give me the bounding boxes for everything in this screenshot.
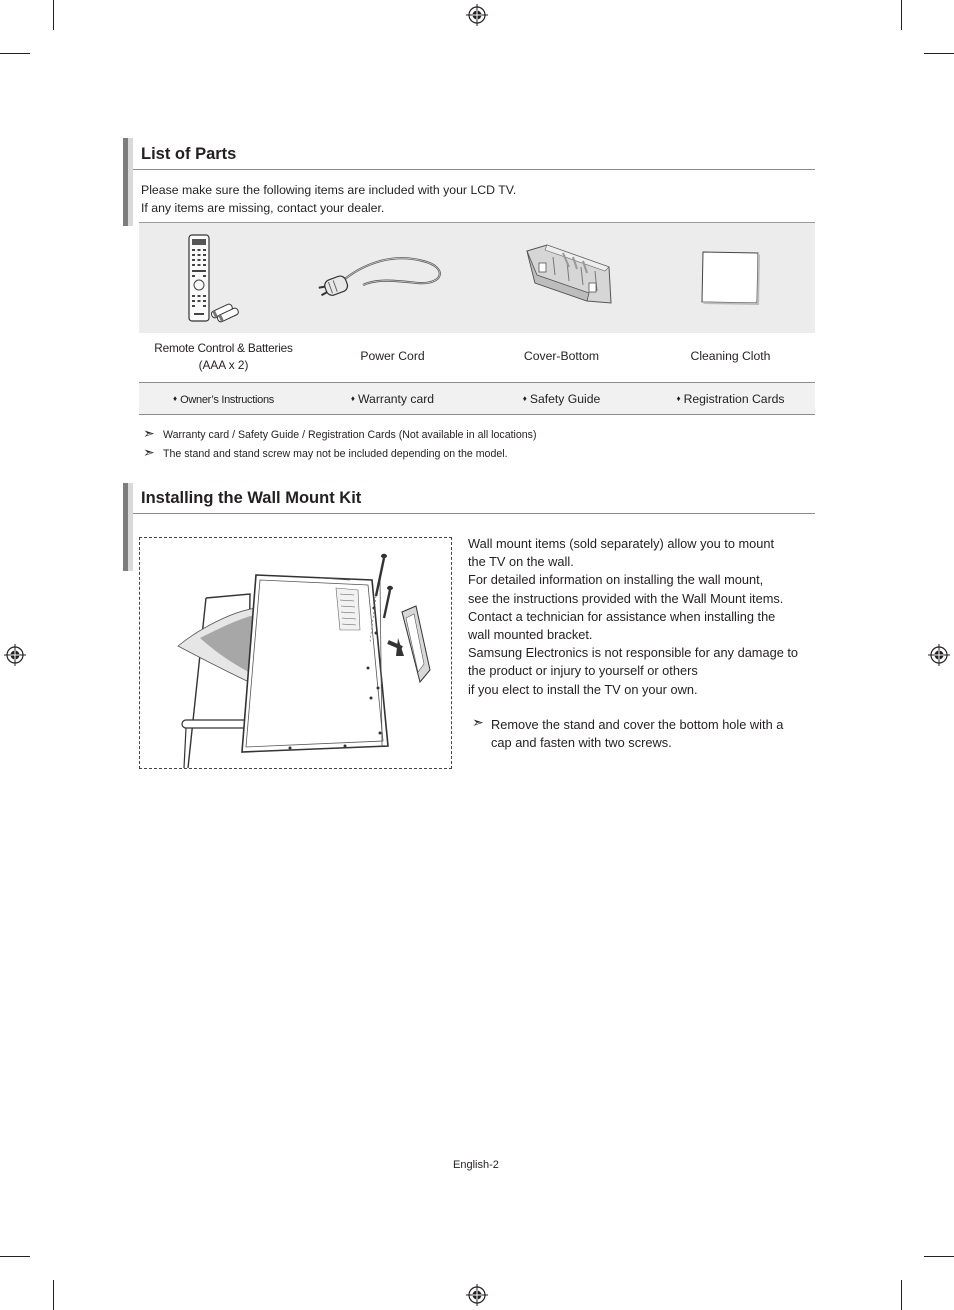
diamond-bullet-icon: ♦ — [350, 394, 355, 403]
accessory-label: Registration Cards — [683, 392, 785, 406]
cover-bottom-icon — [477, 223, 646, 333]
accessory-label: Safety Guide — [529, 392, 601, 406]
description-line: Samsung Electronics is not responsible for any damage to — [468, 645, 799, 661]
section-bar — [121, 138, 133, 226]
cover-bottom-cell — [477, 223, 646, 333]
registration-mark-icon — [466, 1284, 488, 1306]
crop-mark — [901, 1280, 902, 1310]
remote-control-icon — [139, 223, 308, 333]
registration-mark-icon — [4, 644, 26, 666]
crop-mark — [53, 1280, 54, 1310]
note-text: The stand and stand screw may not be included depending on the model. — [163, 448, 508, 460]
description-line: Wall mount items (sold separately) allow you to mount — [468, 536, 775, 551]
parts-intro — [141, 181, 516, 217]
accessory-label: Owner’s Instructions — [180, 394, 274, 406]
crop-mark — [901, 0, 902, 30]
accessory-item — [308, 383, 477, 414]
wall-note — [491, 716, 821, 752]
wall-section-title: Installing the Wall Mount Kit — [141, 489, 362, 507]
accessories-row — [139, 382, 815, 415]
cleaning-cloth-cell — [646, 223, 815, 333]
note-arrow-icon: ➣ — [143, 425, 155, 441]
crop-mark — [53, 0, 54, 30]
remote-control-cell — [139, 223, 308, 333]
description-line: the TV on the wall. — [468, 554, 574, 570]
section-bar — [121, 483, 133, 571]
diamond-bullet-icon: ♦ — [522, 394, 527, 403]
wall-note-line: cap and fasten with two screws. — [491, 735, 672, 751]
description-line: For detailed information on installing the wall mount, — [468, 572, 764, 588]
part-label — [139, 340, 308, 374]
part-label: Power Cord — [360, 349, 425, 363]
diamond-bullet-icon: ♦ — [173, 394, 178, 403]
note-arrow-icon: ➣ — [143, 444, 155, 460]
section-divider — [133, 513, 815, 514]
wall-mount-description — [468, 535, 818, 699]
part-label-line: Remote Control & Batteries — [154, 341, 293, 355]
wall-mount-diagram-icon — [140, 538, 451, 768]
crop-mark — [924, 53, 954, 54]
part-label-line: (AAA x 2) — [198, 358, 249, 372]
parts-image-strip — [139, 222, 815, 333]
crop-mark — [0, 53, 30, 54]
description-line: if you elect to install the TV on your own. — [468, 681, 698, 697]
description-line: Contact a technician for assistance when installing the — [468, 608, 776, 624]
page-number: English-2 — [453, 1159, 499, 1171]
registration-mark-icon — [928, 644, 950, 666]
accessory-label: Warranty card — [358, 392, 435, 406]
note-text: Warranty card / Safety Guide / Registration Cards (Not available in all locations) — [163, 429, 537, 441]
cleaning-cloth-icon — [646, 223, 815, 333]
diamond-bullet-icon: ♦ — [676, 394, 681, 403]
power-cord-icon — [308, 223, 477, 333]
parts-intro-line: Please make sure the following items are included with your LCD TV. — [141, 183, 517, 197]
section-divider — [133, 169, 815, 170]
note-arrow-icon: ➣ — [472, 714, 484, 730]
accessory-item — [139, 383, 308, 414]
wall-mount-illustration — [139, 537, 452, 769]
description-line: see the instructions provided with the Wall Mount items. — [468, 590, 784, 606]
wall-note-line: Remove the stand and cover the bottom hole with a — [491, 717, 784, 732]
crop-mark — [924, 1256, 954, 1257]
part-label: Cleaning Cloth — [690, 349, 771, 363]
description-line: the product or injury to yourself or others — [468, 663, 698, 679]
crop-mark — [0, 1256, 30, 1257]
parts-intro-line: If any items are missing, contact your dealer. — [141, 201, 385, 215]
description-line: wall mounted bracket. — [468, 627, 593, 643]
accessory-item — [477, 383, 646, 414]
part-label: Cover-Bottom — [523, 349, 600, 363]
accessory-item — [646, 383, 815, 414]
power-cord-cell — [308, 223, 477, 333]
registration-mark-icon — [466, 4, 488, 26]
parts-section-title: List of Parts — [141, 145, 237, 163]
